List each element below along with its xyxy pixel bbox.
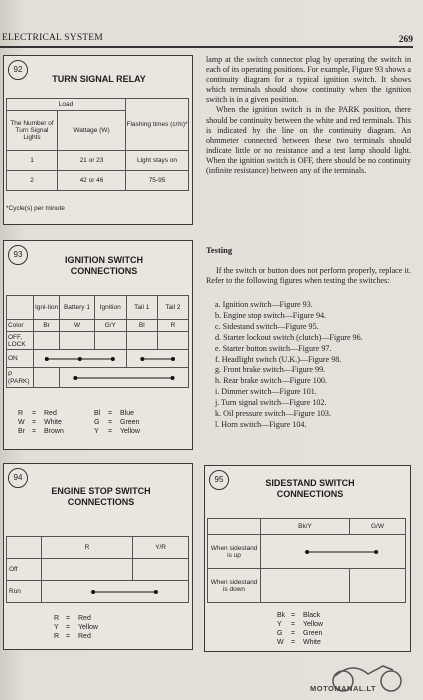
- table-header: Battery 1: [60, 296, 95, 320]
- list-item: k. Oil pressure switch—Figure 103.: [215, 409, 331, 419]
- table-header: Bk/Y: [261, 519, 350, 535]
- continuity-line-icon: [127, 354, 188, 364]
- table-row: [208, 535, 406, 569]
- table-header: Tail 1: [126, 296, 157, 320]
- table-row: [7, 350, 189, 368]
- list-item: h. Rear brake switch—Figure 100.: [215, 376, 327, 386]
- list-item: a. Ignition switch—Figure 93.: [215, 300, 313, 309]
- table-cell: ON: [7, 350, 34, 368]
- paragraph: lamp at the switch connector plug by operating the switch in each of its operating positions. For example, Figure 93 shows a continuity diagram for a typical ignition switch. It shows which terminals should show continuity when the ignition switch is in a given position.: [206, 55, 412, 105]
- table-header: G/W: [350, 519, 406, 535]
- figure-93: [3, 240, 193, 450]
- figure-number: 94: [8, 468, 28, 488]
- table-cell: Run: [7, 581, 42, 603]
- list-item: l. Horn switch—Figure 104.: [215, 419, 307, 429]
- paragraph: If the switch or button does not perform properly, replace it. Refer to the following figures when testing the switches:: [206, 266, 411, 286]
- table-cell: Br: [34, 320, 60, 332]
- figure-number: 95: [209, 470, 229, 490]
- table-header: The Number of Turn Signal Lights: [7, 111, 58, 151]
- table-row: [7, 581, 189, 603]
- list-item: e. Starter button switch—Figure 97.: [215, 343, 332, 353]
- watermark-text: MOTOMANAL.LT: [310, 684, 377, 693]
- table-cell: When sidestand is up: [208, 535, 261, 569]
- table-cell: 42 or 46: [58, 171, 126, 191]
- list-item: f. Headlight switch (U.K.)—Figure 98.: [215, 354, 342, 364]
- continuity-line: [34, 350, 127, 368]
- list-item: c. Sidestand switch—Figure 95.: [215, 321, 319, 331]
- table-header: Tail 2: [157, 296, 188, 320]
- continuity-line-icon: [34, 354, 126, 364]
- color-legend: R = Red Bl = Blue W = White G = Green Br = Brown Y = Yellow: [18, 410, 140, 435]
- table-cell: 75-95: [126, 171, 189, 191]
- body-text: [206, 266, 411, 286]
- continuity-line: [126, 350, 188, 368]
- table-cell: G/Y: [94, 320, 126, 332]
- figure-94: [3, 463, 193, 650]
- turn-signal-table: [6, 98, 189, 191]
- color-legend: R = Red Y = Yellow R = Red: [54, 615, 98, 640]
- continuity-line: [60, 368, 189, 388]
- sidestand-table: [207, 518, 406, 603]
- table-cell: Color: [7, 320, 34, 332]
- figure-title: TURN SIGNAL RELAY: [52, 74, 146, 84]
- figure-title: ENGINE STOP SWITCH CONNECTIONS: [51, 486, 151, 507]
- footnote: *Cycle(s) per minute: [6, 205, 65, 212]
- figure-title: SIDESTAND SWITCH CONNECTIONS: [265, 478, 355, 499]
- engine-stop-table: [6, 536, 189, 603]
- figure-list: [215, 300, 363, 431]
- table-header: Y/R: [133, 537, 189, 559]
- table-cell: When sidestand is down: [208, 569, 261, 603]
- figure-number: 92: [8, 60, 28, 80]
- table-header: Load: [7, 99, 126, 111]
- ignition-switch-table: [6, 295, 189, 388]
- table-row: [208, 569, 406, 603]
- continuity-line: [261, 535, 406, 569]
- table-cell: Bl: [126, 320, 157, 332]
- table-row: [7, 171, 189, 191]
- table-cell: OFF, LOCK: [7, 332, 34, 350]
- table-header: Wattage (W): [58, 111, 126, 151]
- table-cell: 1: [7, 151, 58, 171]
- continuity-line-icon: [261, 547, 405, 557]
- table-cell: R: [157, 320, 188, 332]
- figure-number: 93: [8, 245, 28, 265]
- list-item: d. Starter lockout switch (clutch)—Figure 96.: [215, 332, 363, 342]
- table-header: Ignition: [94, 296, 126, 320]
- paragraph: When the ignition switch is in the PARK position, there should be continuity between the white and red terminals. This is indicated by the line on the continuity diagram. An ohmmeter connected between these two terminals should indicate little or no resistance and a test lamp should light. When the ignition switch is OFF, there should be no continuity (infinite resistance) between any of the terminals.: [206, 105, 411, 176]
- table-header: R: [42, 537, 133, 559]
- table-row: [7, 368, 189, 388]
- table-cell: Light stays on: [126, 151, 189, 171]
- table-header: Flashing times (c/m)*: [126, 99, 189, 151]
- continuity-line-icon: [42, 587, 188, 597]
- table-cell: W: [60, 320, 95, 332]
- table-cell: Off: [7, 559, 42, 581]
- figure-title: IGNITION SWITCH CONNECTIONS: [65, 255, 143, 276]
- section-title: ELECTRICAL SYSTEM: [2, 33, 103, 43]
- color-legend: Bk = Black Y = Yellow G = Green W = White: [277, 612, 323, 646]
- body-text: [206, 55, 411, 176]
- list-item: i. Dimmer switch—Figure 101.: [215, 387, 317, 397]
- list-item: g. Front brake switch—Figure 99.: [215, 365, 326, 375]
- continuity-line: [42, 581, 189, 603]
- page-number: 269: [398, 35, 413, 45]
- table-row: [7, 332, 189, 350]
- table-header: Igni-tion: [34, 296, 60, 320]
- header-rule: [0, 46, 413, 48]
- figure-95: [204, 465, 411, 652]
- section-heading: Testing: [206, 245, 233, 255]
- table-row: [7, 559, 189, 581]
- table-cell: 2: [7, 171, 58, 191]
- continuity-line-icon: [60, 373, 188, 383]
- table-cell: P (PARK): [7, 368, 34, 388]
- list-item: j. Turn signal switch—Figure 102.: [215, 398, 327, 408]
- table-row: [7, 151, 189, 171]
- table-cell: 21 or 23: [58, 151, 126, 171]
- list-item: b. Engine stop switch—Figure 94.: [215, 310, 327, 320]
- figure-92: [3, 55, 193, 225]
